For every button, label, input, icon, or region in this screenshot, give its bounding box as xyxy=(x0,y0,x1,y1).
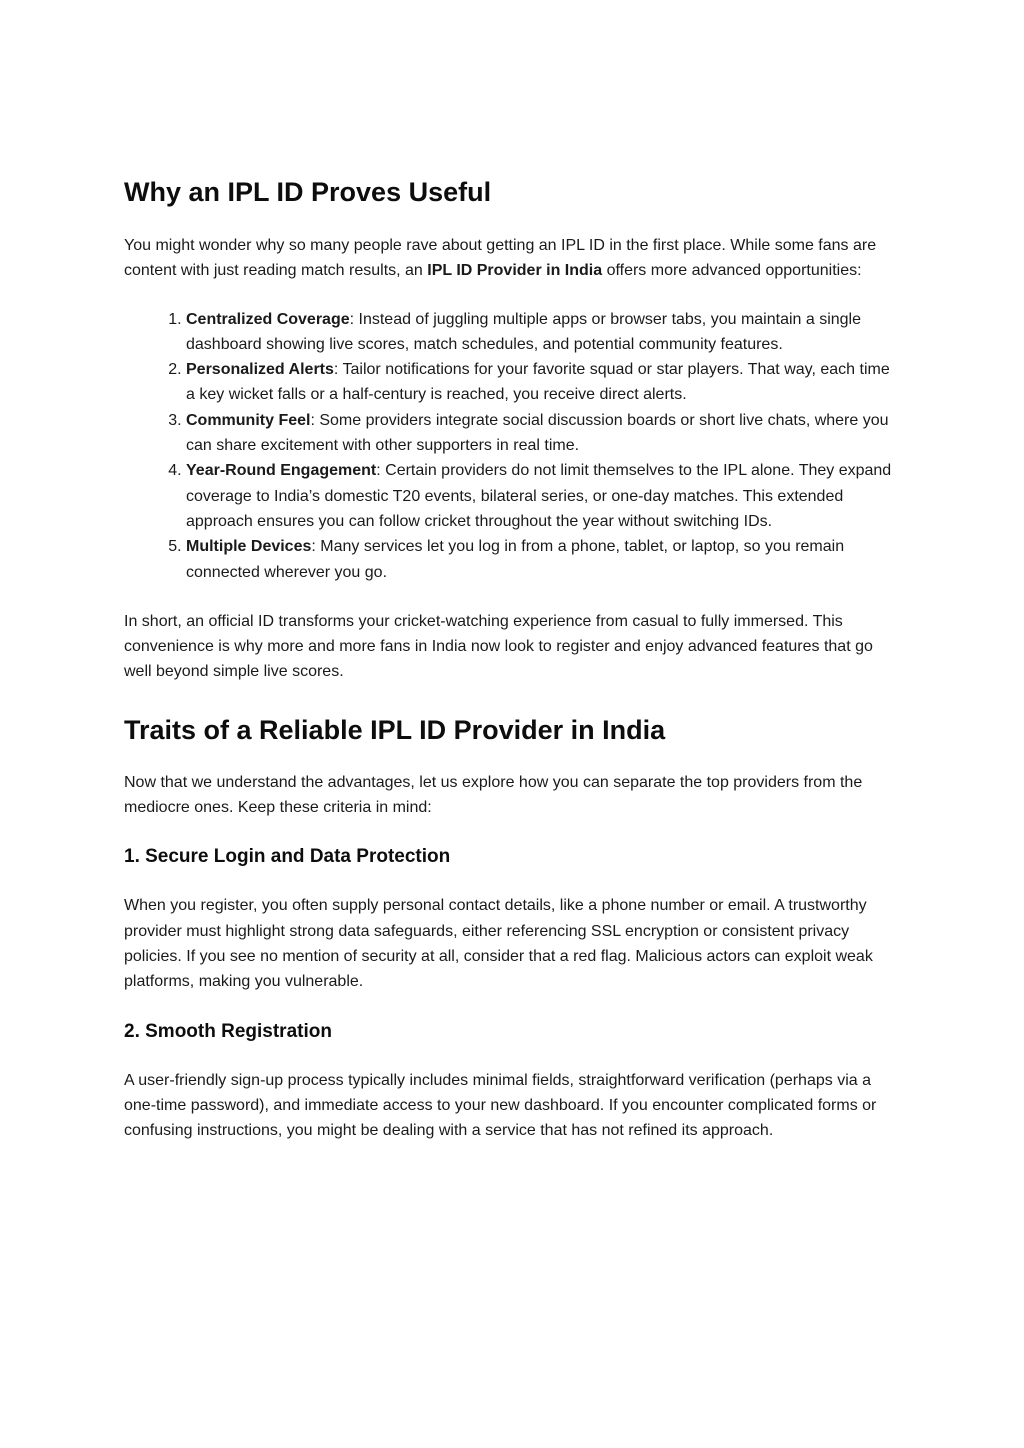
secure-login-paragraph: When you register, you often supply personal contact details, like a phone number or email. A trustworthy provider must highlight strong data safeguards, either referencing SSL encryption or consistent privacy policies. If you see no mention of security at all, consider that a red flag. Malicious actors can exploit weak platforms, making you vulnerable. xyxy=(124,897,873,991)
intro-text-before: You might wonder why so many people rave about getting an IPL ID in the first place. While some fans are content with just reading match results, an xyxy=(124,237,877,280)
list-item-text: : Many services let you log in from a phone, tablet, or laptop, so you remain connected wherever you go. xyxy=(186,538,845,581)
intro-text-bold: IPL ID Provider in India xyxy=(427,262,603,280)
intro-paragraph xyxy=(124,233,900,284)
list-item-title: Multiple Devices xyxy=(186,538,312,556)
list-item-text: : Some providers integrate social discussion boards or short live chats, where you can share excitement with other supporters in real time. xyxy=(186,411,889,455)
list-item-title: Centralized Coverage xyxy=(186,310,350,328)
section-heading-why-ipl-id: Why an IPL ID Proves Useful xyxy=(124,177,492,207)
subheading-smooth-registration: 2. Smooth Registration xyxy=(124,1020,332,1042)
list-item-text: : Instead of juggling multiple apps or browser tabs, you maintain a single dashboard showing live scores, match schedules, and potential community features. xyxy=(186,310,862,353)
list-item xyxy=(186,307,900,358)
subheading-secure-login: 1. Secure Login and Data Protection xyxy=(124,846,451,868)
list-item-title: Year-Round Engagement xyxy=(186,462,377,480)
traits-intro-paragraph: Now that we understand the advantages, let us explore how you can separate the top providers from the mediocre ones. Keep these criteria in mind: xyxy=(124,773,863,817)
list-item-title: Community Feel xyxy=(186,411,311,429)
list-item-title: Personalized Alerts xyxy=(186,361,334,379)
list-item xyxy=(186,357,900,408)
benefits-list xyxy=(124,307,900,585)
list-item xyxy=(186,458,900,534)
list-item xyxy=(186,534,900,585)
section-heading-traits: Traits of a Reliable IPL ID Provider in India xyxy=(124,714,666,745)
list-item xyxy=(186,408,900,459)
list-item-text: : Tailor notifications for your favorite squad or star players. That way, each time a key wicket falls or a half-century is reached, you receive direct alerts. xyxy=(186,361,890,404)
summary-paragraph: In short, an official ID transforms your cricket-watching experience from casual to fully immersed. This convenience is why more and more fans in India now look to register and enjoy advanced features that go well beyond simple live scores. xyxy=(124,612,873,681)
list-item-text: : Certain providers do not limit themselves to the IPL alone. They expand coverage to India’s domestic T20 events, bilateral series, or one-day matches. This extended approach ensures you can follow cricket throughout the year without switching IDs. xyxy=(186,462,892,530)
smooth-registration-paragraph: A user-friendly sign-up process typically includes minimal fields, straightforward verification (perhaps via a one-time password), and immediate access to your new dashboard. If you encounter complicated forms or confusing instructions, you might be dealing with a service that has not refined its approach. xyxy=(124,1071,877,1140)
intro-text-after: offers more advanced opportunities: xyxy=(602,262,862,280)
